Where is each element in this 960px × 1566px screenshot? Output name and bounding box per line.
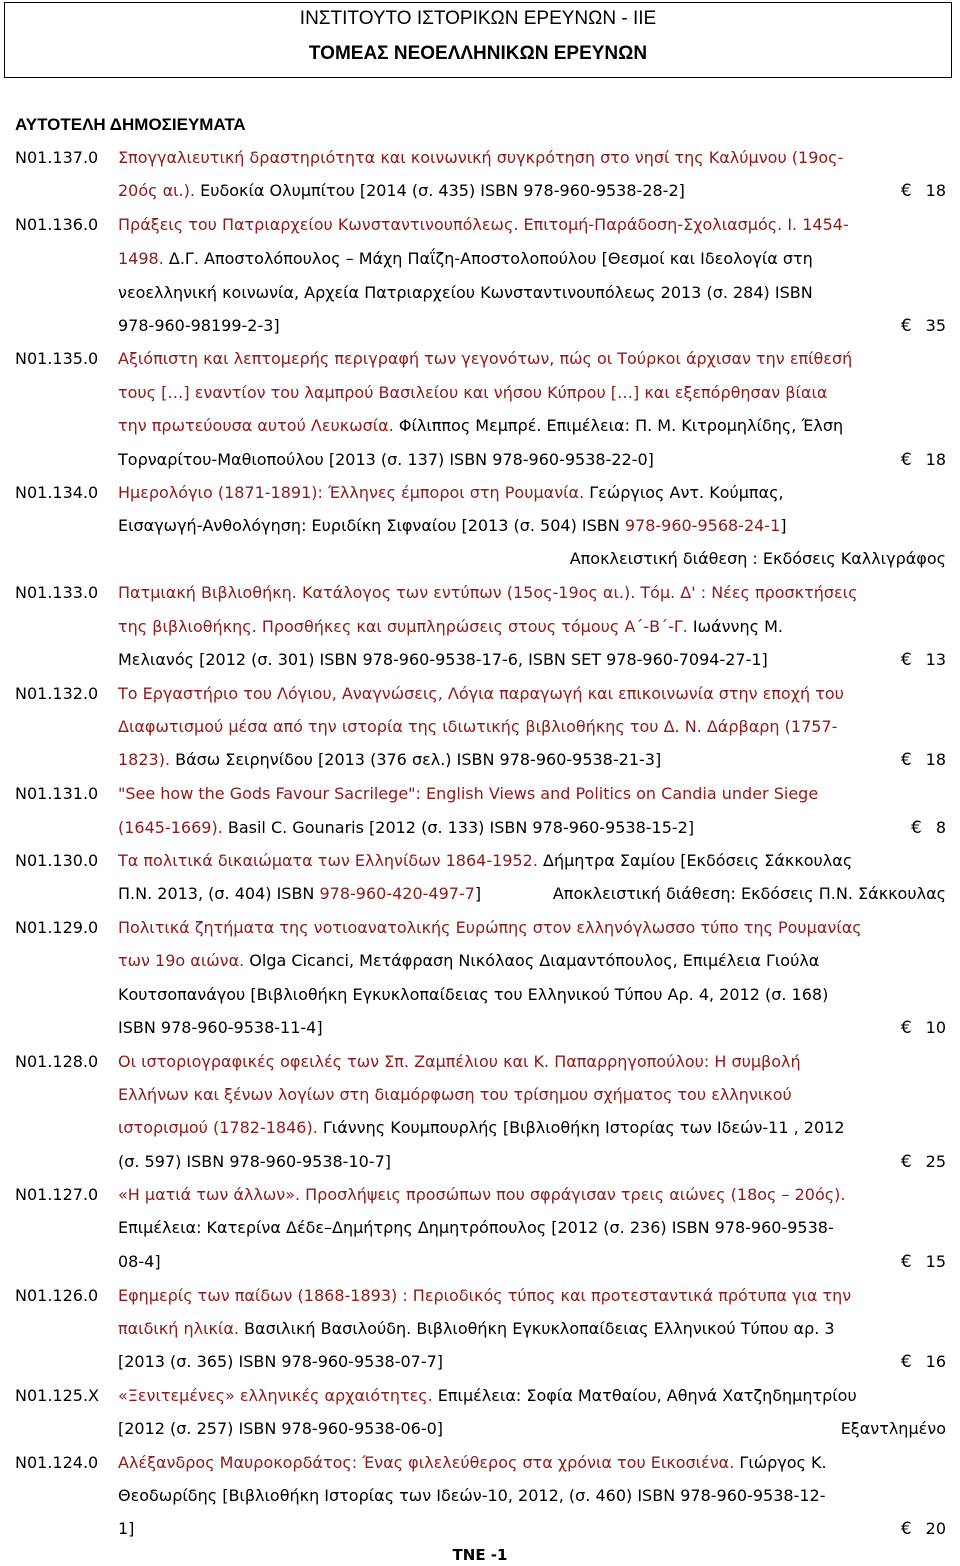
entry-title: «Ξενιτεμένες» ελληνικές αρχαιότητες. xyxy=(118,1386,433,1405)
euro-icon: € xyxy=(900,1252,912,1272)
entry-price: € 16 xyxy=(900,1352,946,1372)
entry-title: Πολιτικά ζητήματα της νοτιοανατολικής Ευρώπης στον ελληνόγλωσσο τύπο της Ρουμανίας xyxy=(118,918,862,937)
entry-title: Αξιόπιστη και λεπτομερής περιγραφή των γεγονότων, πώς οι Τούρκοι άρχισαν την επίθεσή xyxy=(118,349,853,368)
entry-title: Σπογγαλιευτική δραστηριότητα και κοινωνική συγκρότηση στο νησί της Καλύμνου (19ος- xyxy=(118,148,844,167)
entry-details: Γεώργιος Αντ. Κούμπας, xyxy=(584,483,784,502)
department-title: ΤΟΜΕΑΣ ΝΕΟΕΛΛΗΝΙΚΩΝ ΕΡΕΥΝΩΝ xyxy=(308,43,648,64)
euro-icon: € xyxy=(900,181,912,201)
entry-price: € 18 xyxy=(900,450,946,470)
entry-details: 08-4] xyxy=(118,1252,161,1271)
entry-details: Basil C. Gounaris [2012 (σ. 133) ISBN 978-960-9538-15-2] xyxy=(222,818,695,837)
entry-title: Αλέξανδρος Μαυροκορδάτος: Ένας φιλελεύθερος στα χρόνια του Εικοσιένα. xyxy=(118,1453,735,1472)
entry-code: Ν01.129.0 xyxy=(15,918,99,937)
euro-icon: € xyxy=(900,1519,912,1539)
entry-details: Επιμέλεια: Κατερίνα Δέδε–Δημήτρης Δημητρόπουλος [2012 (σ. 236) ISBN 978-960-9538- xyxy=(118,1218,834,1237)
entry-code: Ν01.127.0 xyxy=(15,1185,99,1204)
entry-title: ιστορισμού (1782-1846). xyxy=(118,1118,318,1137)
euro-icon: € xyxy=(900,316,912,336)
institute-title: ΙΝΣΤΙΤΟΥΤΟ ΙΣΤΟΡΙΚΩΝ ΕΡΕΥΝΩΝ - ΙΙΕ xyxy=(299,8,657,29)
entry-details: Εισαγωγή-Ανθολόγηση: Ευριδίκη Σιφναίου [2013 (σ. 504) ISBN xyxy=(118,516,625,535)
entry-code: Ν01.126.0 xyxy=(15,1286,99,1305)
entry-title: τους […] εναντίον του λαμπρού Βασιλείου και νήσου Κύπρου […] και εξεπόρθησαν βίαια xyxy=(118,383,828,402)
euro-icon: € xyxy=(900,1152,912,1172)
entry-details: Βάσω Σειρηνίδου [2013 (376 σελ.) ISBN 978-960-9538-21-3] xyxy=(170,750,662,769)
entry-title: Ελλήνων και ξένων λογίων στη διαμόρφωση του τρίσημου σχήματος του ελληνικού xyxy=(118,1085,792,1104)
entry-title: των 19ο αιώνα. xyxy=(118,951,245,970)
entry-code: Ν01.132.0 xyxy=(15,684,99,703)
entry-code: Ν01.125.Χ xyxy=(15,1386,99,1405)
entry-price: € 15 xyxy=(900,1252,946,1272)
entry-price: € 25 xyxy=(900,1152,946,1172)
entry-title: «Η ματιά των άλλων». Προσλήψεις προσώπων που σφράγισαν τρεις αιώνες (18ος – 20ός). xyxy=(118,1185,846,1204)
entry-details: 1] xyxy=(118,1519,135,1538)
entry-code: Ν01.136.0 xyxy=(15,215,99,234)
isbn-link: 978-960-9568-24-1 xyxy=(624,516,781,535)
entry-code: Ν01.137.0 xyxy=(15,148,99,167)
entry-price: € 18 xyxy=(900,181,946,201)
page-footer: ΤΝΕ -1 xyxy=(452,1546,508,1564)
entry-details: (σ. 597) ISBN 978-960-9538-10-7] xyxy=(118,1152,391,1171)
entry-title: 1498. xyxy=(118,249,164,268)
entry-details: Δήμητρα Σαμίου [Εκδόσεις Σάκκουλας xyxy=(537,851,853,870)
entry-details: Γιάννης Κουμπουρλής [Βιβλιοθήκη Ιστορίας των Ιδεών-11 , 2012 xyxy=(317,1118,845,1137)
entry-details: Θεοδωρίδης [Βιβλιοθήκη Ιστορίας των Ιδεών-10, 2012, (σ. 460) ISBN 978-960-9538-12- xyxy=(118,1486,826,1505)
entry-details: Ιωάννης Μ. xyxy=(687,617,783,636)
entry-details: Μελιανός [2012 (σ. 301) ISBN 978-960-9538-17-6, ISBN SET 978-960-7094-27-1] xyxy=(118,650,768,669)
entry-details: Ευδοκία Ολυμπίτου [2014 (σ. 435) ISBN 978-960-9538-28-2] xyxy=(195,181,685,200)
euro-icon: € xyxy=(900,1018,912,1038)
entry-title: την πρωτεύουσα αυτού Λευκωσία. xyxy=(118,416,394,435)
entry-details: Κουτσοπανάγου [Βιβλιοθήκη Εγκυκλοπαίδειας του Ελληνικού Τύπου Αρ. 4, 2012 (σ. 168) xyxy=(118,985,829,1004)
entry-details: Τορναρίτου-Μαθιοπούλου [2013 (σ. 137) ISBN 978-960-9538-22-0] xyxy=(118,450,654,469)
entry-details: Γιώργος Κ. xyxy=(734,1453,827,1472)
entry-details: νεοελληνική κοινωνία, Αρχεία Πατριαρχείου Κωνσταντινουπόλεως 2013 (σ. 284) ISBN xyxy=(118,283,813,302)
entry-details: Φίλιππος Μεμπρέ. Επιμέλεια: Π. Μ. Κιτρομηλίδης, Έλση xyxy=(393,416,844,435)
entry-code: Ν01.131.0 xyxy=(15,784,99,803)
euro-icon: € xyxy=(900,650,912,670)
isbn-link: 978-960-420-497-7 xyxy=(319,884,475,903)
entry-details: 978-960-98199-2-3] xyxy=(118,316,280,335)
entry-title: Πράξεις του Πατριαρχείου Κωνσταντινουπόλεως. Επιτομή-Παράδοση-Σχολιασμός. Ι. 1454- xyxy=(118,215,849,234)
entry-price: € 10 xyxy=(900,1018,946,1038)
header-box xyxy=(4,2,952,78)
entry-price: € 8 xyxy=(910,818,946,838)
entry-title: Πατμιακή Βιβλιοθήκη. Κατάλογος των εντύπων (15ος-19ος αι.). Τόμ. Δ' : Νέες προσκτήσεις xyxy=(118,583,858,602)
entry-details: Επιμέλεια: Σοφία Ματθαίου, Αθηνά Χατζηδημητρίου xyxy=(432,1386,857,1405)
availability-note: Αποκλειστική διάθεση: Εκδόσεις Π.Ν. Σάκκουλας xyxy=(552,884,946,903)
entry-title: Ημερολόγιο (1871-1891): Έλληνες έμποροι στη Ρουμανία. xyxy=(118,483,585,502)
entry-title: παιδική ηλικία. xyxy=(118,1319,239,1338)
entry-title: Διαφωτισμού μέσα από την ιστορία της ιδιωτικής βιβλιοθήκης του Δ. Ν. Δάρβαρη (1757- xyxy=(118,717,838,736)
entry-code: Ν01.130.0 xyxy=(15,851,99,870)
entry-price: € 13 xyxy=(900,650,946,670)
entry-details: Olga Cicanci, Μετάφραση Νικόλαος Διαμαντόπουλος, Επιμέλεια Γιούλα xyxy=(244,951,820,970)
entry-title: 20ός αι.). xyxy=(118,181,195,200)
entry-title: Εφημερίς των παίδων (1868-1893) : Περιοδικός τύπος και προτεσταντικά πρότυπα για την xyxy=(118,1286,852,1305)
entry-details: Βασιλική Βασιλούδη. Βιβλιοθήκη Εγκυκλοπαίδειας Ελληνικού Τύπου αρ. 3 xyxy=(238,1319,835,1338)
euro-icon: € xyxy=(900,1352,912,1372)
entry-details: ISBN 978-960-9538-11-4] xyxy=(118,1018,323,1037)
entry-title: Οι ιστοριογραφικές οφειλές των Σπ. Ζαμπέλιου και Κ. Παπαρρηγοπούλου: Η συμβολή xyxy=(118,1052,801,1071)
entry-title: (1645-1669). xyxy=(118,818,223,837)
entry-details: Δ.Γ. Αποστολόπουλος – Μάχη Παΐζη-Αποστολοπούλου [Θεσμοί και Ιδεολογία στη xyxy=(163,249,813,268)
entry-code: Ν01.124.0 xyxy=(15,1453,99,1472)
entry-details: [2012 (σ. 257) ISBN 978-960-9538-06-0] xyxy=(118,1419,444,1438)
section-title: ΑΥΤΟΤΕΛΗ ΔΗΜΟΣΙΕΥΜΑΤΑ xyxy=(15,115,246,134)
entry-price: € 20 xyxy=(900,1519,946,1539)
entry-title: 1823). xyxy=(118,750,171,769)
entry-title: της βιβλιοθήκης. Προσθήκες και συμπληρώσεις στους τόμους Α΄-Β΄-Γ. xyxy=(118,617,688,636)
entry-code: Ν01.135.0 xyxy=(15,349,99,368)
entry-code: Ν01.128.0 xyxy=(15,1052,99,1071)
availability-note: Αποκλειστική διάθεση : Εκδόσεις Καλλιγράφος xyxy=(569,549,946,568)
entry-title: Το Εργαστήριο του Λόγιου, Αναγνώσεις, Λόγια παραγωγή και επικοινωνία στην εποχή του xyxy=(118,684,844,703)
entry-price: € 35 xyxy=(900,316,946,336)
entry-title: Τα πολιτικά δικαιώματα των Ελληνίδων 1864-1952. xyxy=(118,851,538,870)
entry-title: "See how the Gods Favour Sacrilege": English Views and Politics on Candia under Siege xyxy=(118,784,819,803)
entry-details: Π.Ν. 2013, (σ. 404) ISBN xyxy=(118,884,320,903)
entry-price: € 18 xyxy=(900,750,946,770)
euro-icon: € xyxy=(900,750,912,770)
entry-details: [2013 (σ. 365) ISBN 978-960-9538-07-7] xyxy=(118,1352,444,1371)
out-of-print-status: Εξαντλημένο xyxy=(840,1419,946,1438)
entry-code: Ν01.134.0 xyxy=(15,483,99,502)
euro-icon: € xyxy=(910,818,922,838)
entry-code: Ν01.133.0 xyxy=(15,583,99,602)
euro-icon: € xyxy=(900,450,912,470)
